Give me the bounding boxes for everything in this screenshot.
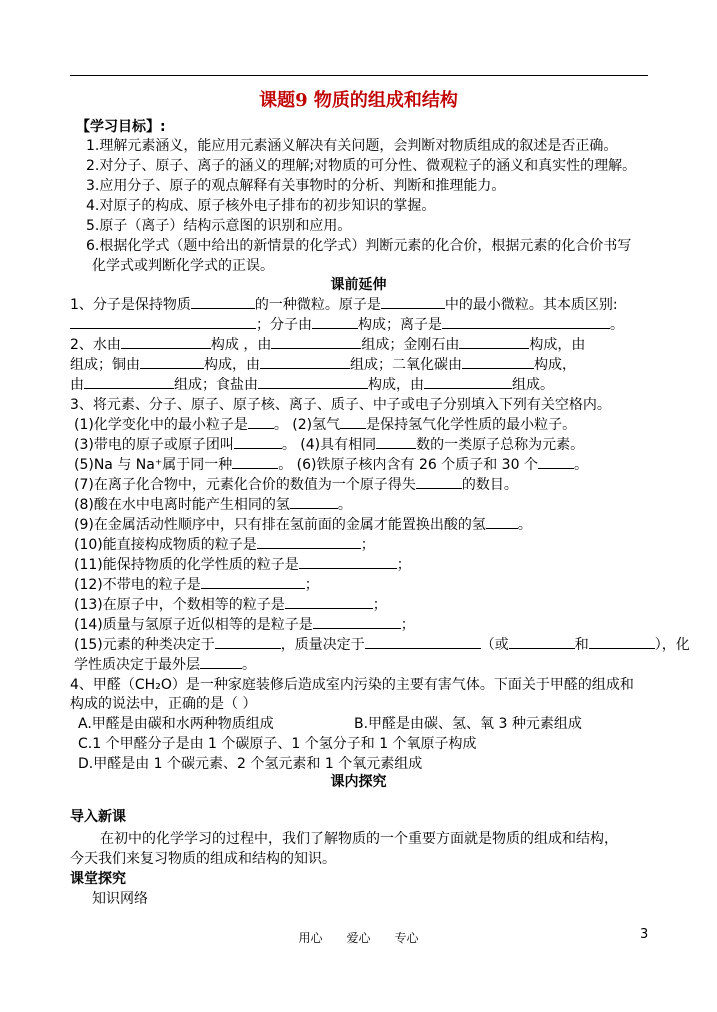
objective-2: 2.对分子、原子、离子的涵义的理解;对物质的可分性、微观粒子的涵义和真实性的理解。	[86, 158, 637, 174]
answer-blank[interactable]	[538, 455, 574, 469]
objectives-heading: 【学习目标】:	[76, 119, 166, 135]
question-1-line-2: ；分子由 构成；离子是 。	[70, 315, 624, 335]
answer-blank[interactable]	[234, 435, 282, 449]
intro-paragraph-line-1: 在初中的化学学习的过程中，我们了解物质的一个重要方面就是物质的组成和结构，	[100, 831, 618, 847]
answer-blank[interactable]	[381, 295, 445, 309]
answer-blank[interactable]	[459, 335, 529, 349]
answer-blank[interactable]	[486, 515, 518, 529]
answer-blank[interactable]	[248, 415, 274, 429]
objective-1: 1.理解元素涵义，能应用元素涵义解决有关问题，会判断对物质组成的叙述是否正确。	[86, 138, 618, 154]
question-3-item-11: (11)能保持物质的化学性质的粒子是 ；	[74, 557, 411, 573]
answer-blank[interactable]	[215, 635, 281, 649]
page-title: 课题9 物质的组成和结构	[259, 90, 458, 111]
answer-blank[interactable]	[312, 315, 358, 329]
section-heading-preclass: 课前延伸	[330, 277, 387, 293]
answer-blank[interactable]	[258, 375, 368, 389]
objective-4: 4.对原子的构成、原子核外电子排布的初步知识的掌握。	[86, 198, 436, 214]
answer-blank[interactable]	[416, 475, 462, 489]
objective-6-cont: 化学式或判断化学式的正误。	[92, 258, 274, 274]
answer-blank[interactable]	[285, 595, 373, 609]
answer-blank[interactable]	[442, 315, 610, 329]
question-3-item-10: (10)能直接构成物质的粒子是 ；	[74, 537, 375, 553]
subheading-classroom: 课堂探究	[70, 871, 126, 887]
footer-motto: 用心 爱心 专心	[298, 931, 419, 945]
answer-blank[interactable]	[257, 535, 361, 549]
question-3-item-14: (14)质量与氢原子近似相等的是粒子是 ；	[74, 617, 415, 633]
question-3-item-7: (7)在离子化合物中，元素化合价的数值为一个原子得失 的数目。	[74, 477, 518, 493]
question-2-line-2: 组成；铜由 构成，由 组成；二氧化碳由 构成，	[70, 357, 576, 373]
answer-blank[interactable]	[340, 415, 366, 429]
objective-6: 6.根据化学式（题中给出的新情景的化学式）判断元素的化合价，根据元素的化合价书写	[86, 238, 632, 254]
answer-blank[interactable]	[462, 355, 534, 369]
question-3-item-5: (5)Na 与 Na⁺属于同一种 。 (6)铁原子核内含有 26 个质子和 30 个 。	[74, 457, 588, 473]
page-number: 3	[640, 927, 649, 942]
option-c[interactable]: C.1 个甲醛分子是由 1 个碳原子、1 个氢分子和 1 个氧原子构成	[78, 736, 477, 752]
question-2-line-1: 2、水由 构成 ，由 组成；金刚石由 构成，由	[70, 337, 586, 353]
answer-blank[interactable]	[589, 635, 655, 649]
question-4-stem-cont: 构成的说法中，正确的是（ ）	[70, 696, 257, 712]
answer-blank[interactable]	[376, 435, 416, 449]
option-d[interactable]: D.甲醛是由 1 个碳元素、2 个氢元素和 1 个氧元素组成	[78, 756, 423, 772]
answer-blank[interactable]	[271, 335, 361, 349]
answer-blank[interactable]	[70, 315, 256, 329]
answer-blank[interactable]	[191, 295, 255, 309]
answer-blank[interactable]	[313, 615, 401, 629]
answer-blank[interactable]	[290, 495, 338, 509]
question-3-item-12: (12)不带电的粒子是 ；	[74, 577, 319, 593]
answer-blank[interactable]	[365, 635, 481, 649]
answer-blank[interactable]	[299, 555, 397, 569]
question-3-item-13: (13)在原子中，个数相等的粒子是 ；	[74, 597, 387, 613]
objective-5: 5.原子（离子）结构示意图的识别和应用。	[86, 218, 352, 234]
option-a[interactable]: A.甲醛是由碳和水两种物质组成	[78, 716, 274, 732]
answer-blank[interactable]	[232, 455, 278, 469]
objective-3: 3.应用分子、原子的观点解释有关事物时的分析、判断和推理能力。	[86, 178, 506, 194]
question-3-item-3: (3)带电的原子或原子团叫 。 (4)具有相同 数的一类原子总称为元素。	[74, 437, 585, 453]
answer-blank[interactable]	[121, 335, 211, 349]
answer-blank[interactable]	[84, 375, 174, 389]
question-2-line-3: 由 组成；食盐由 构成，由 组成。	[70, 377, 554, 393]
answer-blank[interactable]	[260, 355, 350, 369]
intro-paragraph-line-2: 今天我们来复习物质的组成和结构的知识。	[70, 851, 336, 867]
answer-blank[interactable]	[140, 355, 204, 369]
header-rule	[70, 75, 648, 76]
knowledge-network-label: 知识网络	[92, 891, 148, 907]
option-b[interactable]: B.甲醛是由碳、氢、氧 3 种元素组成	[354, 716, 582, 732]
subheading-intro: 导入新课	[70, 809, 126, 825]
answer-blank[interactable]	[201, 575, 305, 589]
question-3-item-15-cont: 学性质决定于最外层 。	[74, 657, 256, 673]
question-3-item-8: (8)酸在水中电离时能产生相同的氢 。	[74, 497, 352, 513]
question-3-item-1: (1)化学变化中的最小粒子是 。 (2)氢气 是保持氢气化学性质的最小粒子。	[74, 417, 577, 433]
question-3-item-9: (9)在金属活动性顺序中，只有排在氢前面的金属才能置换出酸的氢 。	[74, 517, 532, 533]
answer-blank[interactable]	[424, 375, 512, 389]
question-3-item-15: (15)元素的种类决定于 ，质量决定于 （或 和 ），化	[74, 637, 690, 653]
question-3-stem: 3、将元素、分子、原子、原子核、离子、质子、中子或电子分别填入下列有关空格内。	[70, 397, 611, 413]
section-heading-inclass: 课内探究	[330, 774, 387, 790]
question-1-line-1: 1、分子是保持物质 的一种微粒。原子是 中的最小微粒。其本质区别:	[70, 297, 618, 313]
question-4-stem: 4、甲醛（CH₂O）是一种家庭装修后造成室内污染的主要有害气体。下面关于甲醛的组成和	[70, 677, 634, 693]
answer-blank[interactable]	[509, 635, 575, 649]
answer-blank[interactable]	[200, 655, 242, 669]
